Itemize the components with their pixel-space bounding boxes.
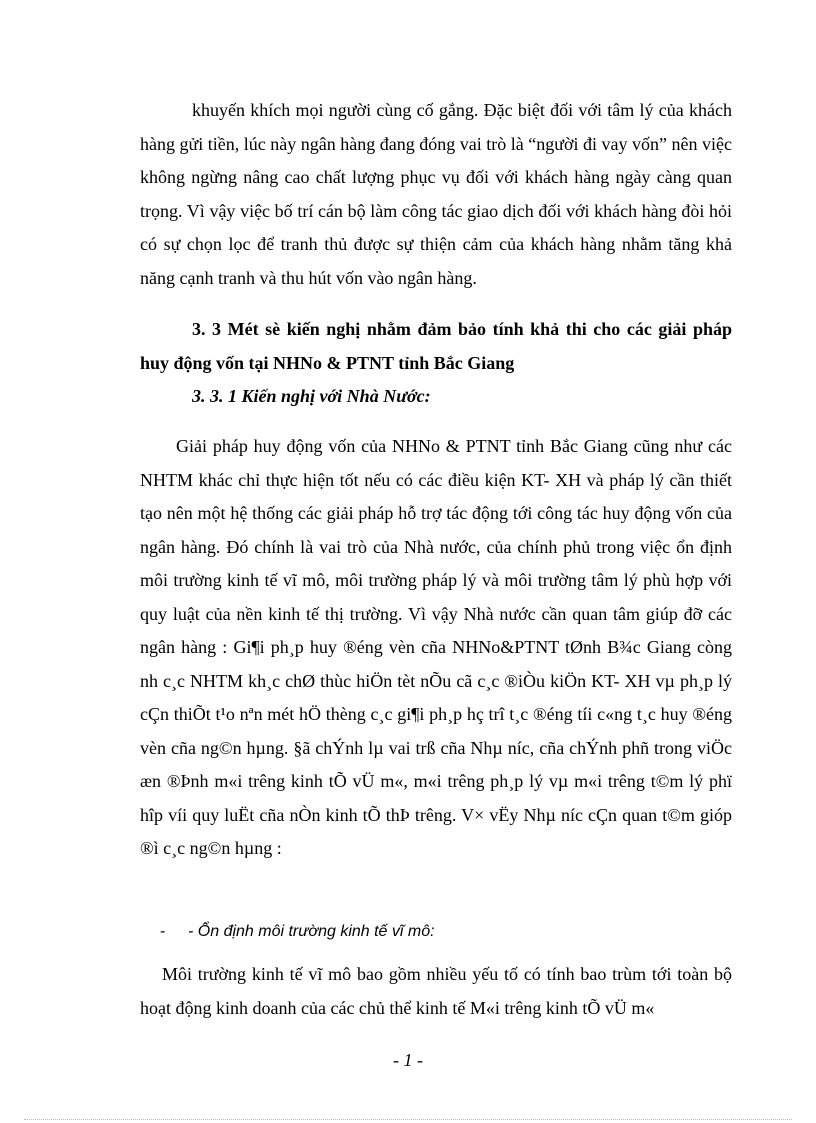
- paragraph-state-recommendation: Giải pháp huy động vốn của NHNo & PTNT tỉnh Bắc Giang cũng như các NHTM khác chỉ thực hiện tốt nếu có các điều kiện KT- XH và pháp lý cần thiết tạo nên một hệ thống các giải pháp hỗ trợ tác động tới công tác huy động vốn của ngân hàng. Đó chính là vai trò của Nhà nước, của chính phủ trong việc ổn định môi trường kinh tế vĩ mô, môi trường pháp lý và môi trường tâm lý phù hợp với quy luật của nền kinh tế thị trường. Vì vậy Nhà nước cần quan tâm giúp đỡ các ngân hàng : Gi¶i ph¸p huy ®éng vèn cña NHNo&PTNT tØnh B¾c Giang còng nh c¸c NHTM kh¸c chØ thùc hiÖn tèt nÕu cã c¸c ®iÒu kiÖn KT- XH vµ ph¸p lý cÇn thiÕt t¹o nªn mét hÖ thèng c¸c gi¶i ph¸p hç trî t¸c ®éng tíi c«ng t¸c huy ®éng vèn cña ng©n hµng. §ã chÝnh lµ vai trß cña Nhµ níc, cña chÝnh phñ trong viÖc æn ®Þnh m«i trêng kinh tÕ vÜ m«, m«i trêng ph¸p lý vµ m«i trêng t©m lý phï hîp víi quy luËt cña nÒn kinh tÕ thÞ trêng. V× vËy Nhµ níc cÇn quan t©m gióp ®ì c¸c ng©n hµng :: [140, 436, 732, 858]
- paragraph-text: khuyến khích mọi người cùng cố gắng. Đặc biệt đối với tâm lý của khách hàng gửi tiền, lúc này ngân hàng đang đóng vai trò là “người đi vay vốn” nên việc không ngừng nâng cao chất lượng phục vụ đối với khách hàng ngày càng quan trọng. Vì vậy việc bố trí cán bộ làm công tác giao dịch đối với khách hàng đòi hỏi có sự chọn lọc để tranh thủ được sự thiện cảm của khách hàng nhằm tăng khả năng cạnh tranh và thu hút vốn vào ngân hàng.: [140, 100, 732, 288]
- heading-3-3: 3. 3 Mét sè kiến nghị nhằm đảm bảo tính khả thi cho các giải pháp huy động vốn tại NHNo & PTNT tỉnh Bắc Giang: [140, 319, 732, 373]
- paragraph-macro-environment: Môi trường kinh tế vĩ mô bao gồm nhiều yếu tố có tính bao trùm tới toàn bộ hoạt động kinh doanh của các chủ thể kinh tế M«i trêng kinh tÕ vÜ m«: [140, 964, 732, 1018]
- bullet-item-macro-stability: [160, 918, 720, 946]
- bullet-dash: -: [160, 923, 166, 940]
- paragraph-customer-psychology: [140, 94, 732, 295]
- heading-3-3-1: 3. 3. 1 Kiến nghị với Nhà Nước:: [192, 386, 431, 406]
- page-bottom-divider: [24, 1119, 792, 1120]
- page-number: - 1 -: [393, 1050, 423, 1070]
- bullet-item-label: - Ổn định môi trường kinh tế vĩ mô:: [188, 923, 435, 940]
